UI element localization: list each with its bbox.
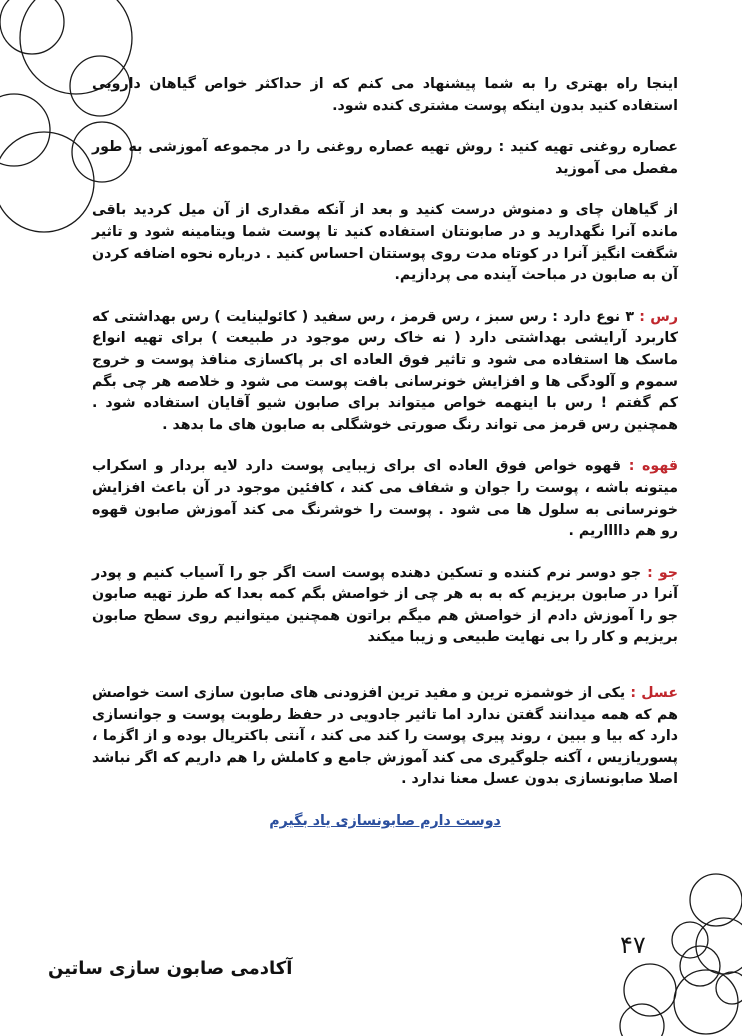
keyword-coffee: قهوه : (628, 458, 678, 475)
paragraph-text: جو دوسر نرم کننده و تسکین دهنده پوست است اگر جو را آسیاب کنیم و پودر آنرا در صابون بریزیم که به به هر چی از خواصش بگم کمه بعدا که طرز تهیه صابون جو را آموزش دادم از خواصش هم میگم براتون همچنین میتوانیم روی سطح صابون بریزیم و کار را بی نهایت طبیعی و زیبا میکند (92, 564, 678, 646)
circle-bottom-right-5 (624, 964, 676, 1016)
circle-bottom-right-3 (672, 922, 708, 958)
paragraph-coffee (92, 456, 678, 542)
paragraph-text: اینجا راه بهتری را به شما پیشنهاد می کنم که از حداکثر خواص گیاهان دارویی استفاده کنید بدون اینکه پوست مشتری کنده شود. (92, 76, 678, 114)
paragraph-oat (92, 563, 678, 649)
paragraph-herbal-tea (92, 200, 678, 286)
keyword-clay: رس : (639, 308, 679, 325)
circle-bottom-right-7 (620, 1004, 664, 1036)
keyword-honey: عسل : (630, 685, 679, 702)
link-container (92, 811, 678, 833)
paragraph-intro (92, 74, 678, 117)
circle-bottom-right-4 (674, 970, 738, 1034)
paragraph-text: از گیاهان چای و دمنوش درست کنید و بعد از آنکه مقداری از آن میل کردید باقی مانده آنرا نگهدارید و در صابونتان استفاده کنید تا پوست شما ویتامینه شود و تاثیر شگفت انگیز آنرا در کوتاه مدت روی پوستتان احساس کنید . درباره نحوه اضافه کردن آن به صابون در مباحث آینده می پردازیم. (92, 202, 678, 284)
circle-top-left-3 (0, 132, 94, 232)
circle-bottom-right-6 (680, 946, 720, 986)
circle-bottom-right-1 (690, 874, 742, 926)
page-number: ۴۷ (620, 931, 646, 959)
paragraph-text: یکی از خوشمزه ترین و مفید ترین افزودنی های صابون سازی است خواصش هم که همه میدانند گفتن ندارد اما تاثیر جادویی در حفظ رطوبت پوست و جوانسازی دارد که بیا و ببین ، روند پیری پوست را کند می کند ، آنتی باکتریال بوده و از اگزما ، پسوریازیس ، آکنه جلوگیری می کند آموزش جامع و کاملش را هم داریم که اگر نباشد اصلا صابونسازی بدون عسل معنا ندارد . (92, 685, 678, 788)
paragraph-clay (92, 307, 678, 437)
paragraph-text: عصاره روغنی تهیه کنید : روش تهیه عصاره روغنی را در مجموعه آموزشی به طور مفصل می آموزید (92, 139, 678, 177)
article-body (92, 74, 678, 833)
circle-top-left-5 (0, 94, 50, 166)
keyword-oat: جو : (647, 564, 679, 581)
paragraph-text: قهوه خواص فوق العاده ای برای زیبایی پوست دارد لایه بردار و اسکراب میتونه باشه ، پوست را جوان و شفاف می کند ، کافئین موجود در آن باعث افزایش خونرسانی به سلول ها می شود . پوست را خوشرنگ می کند آموزش صابون قهوه رو هم دااااریم . (92, 458, 678, 540)
footer-title: آکادمی صابون سازی ساتین (48, 958, 293, 979)
circle-top-left-2 (0, 0, 64, 54)
paragraph-honey (92, 683, 678, 791)
paragraph-oil-extract (92, 137, 678, 180)
learn-soapmaking-link[interactable]: دوست دارم صابونسازی یاد بگیرم (269, 813, 501, 830)
paragraph-text: ۳ نوع دارد : رس سبز ، رس قرمز ، رس سفید ( کائولینایت ) رس بهداشتی که کاربرد آرایشی بهداشتی دارد ( نه خاک رس موجود در طبیعت ) برای تهیه انواع ماسک ها استفاده می شود و تاثیر فوق العاده ای بر پاکسازی منافذ پوست و خروج سموم و آلودگی ها و افزایش خونرسانی بافت پوست می شود و خلاصه هر چی بگم کم گفتم ! رس با اینهمه خواص میتواند برای صابون شیو آقایان استفاده شود . همچنین رس قرمز می تواند رنگ صورتی خوشگلی به صابون های ما بدهد . (92, 308, 678, 433)
